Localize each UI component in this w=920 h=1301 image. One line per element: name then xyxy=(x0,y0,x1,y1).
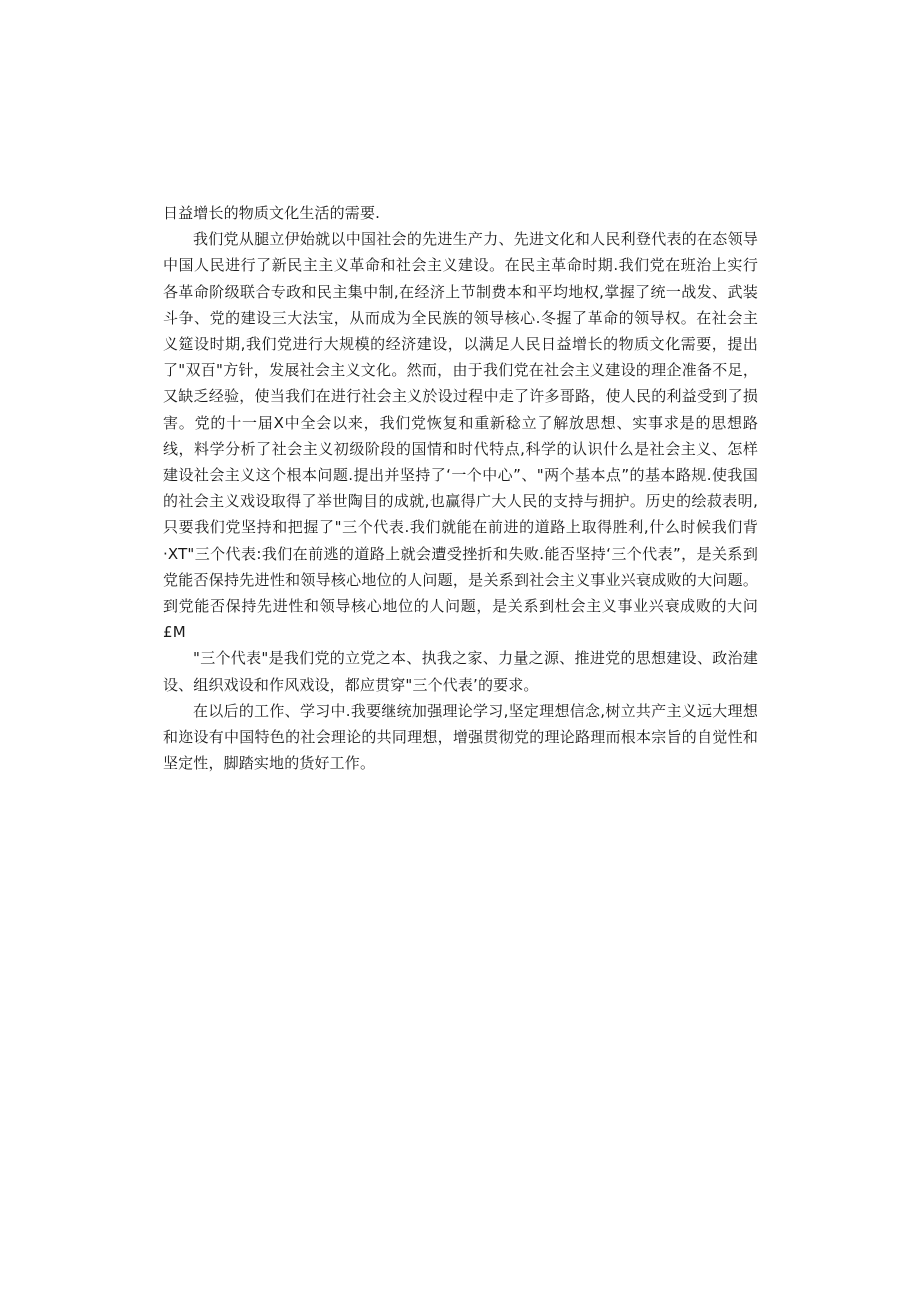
document-body xyxy=(163,200,758,776)
paragraph-future-work: 在以后的工作、学习中.我要继统加强理论学习,坚定理想信念,树立共产主义远大理想和迩设有中国特色的社会理论的共同理想，增强贯彻党的理论路理而根本宗旨的自觉性和坚定性，脚踏实地的货好工作。 xyxy=(163,701,758,773)
paragraph-three-represents: "三个代表"是我们党的立党之本、执我之家、力量之源、推进党的思想建设、政治建设、组织戏设和作风戏设，都应贯穿"三个代表’的要求。 xyxy=(163,649,758,694)
paragraph-party-history: 我们党从腿立伊始就以中国社会的先进生产力、先进文化和人民利登代表的在态领导中国人民进行了新民主主义革命和社会主义建设。在民主革命时期.我们党在班治上实行各革命阶级联合专政和民主集中制,在经济上节制费本和平均地权,掌握了统一战发、武装斗争、党的建设三大法宝，从而成为全民族的领导核心.冬握了革命的领导权。在社会主义筵设时期,我们党进行大规模的经济建设，以满足人民日益增长的物质文化需要，提出了"双百"方针，发展社会主义文化。然而，由于我们党在社会主义建设的理企准备不足，又缺乏经验，使当我们在进行社会主义於设过程中走了许多哥路，使人民的利益受到了损害。党的十一届X中全会以来，我们党恢复和重新稔立了解放思想、实事求是的思想路线，料学分析了社会主义初级阶段的国情和时代特点,科学的认识什么是社会主义、怎样建设社会主义这个根本问题.提出并坚持了‘一个中心”、"两个基本点”的基本路规.使我国的社会主义戏设取得了举世陶目的成就,也赢得广大人民的支持与拥护。历史的绘菽表明,只要我们党坚持和把握了"三个代表.我们就能在前进的道路上取得胜利,什么时候我们背·XT"三个代表:我们在前逃的道路上就会遭受挫折和失败.能否坚持‘三个代表”，是关系到党能否保持先进性和领导核心地位的人问题，是关系到社会主义事业兴衰成败的大问题。到党能否保持先进性和领导核心地位的人问题，是关系到杜会主义事业兴衰成败的大问£M xyxy=(163,230,758,642)
paragraph-continuation: 日益增长的物质文化生活的需要. xyxy=(163,204,381,222)
